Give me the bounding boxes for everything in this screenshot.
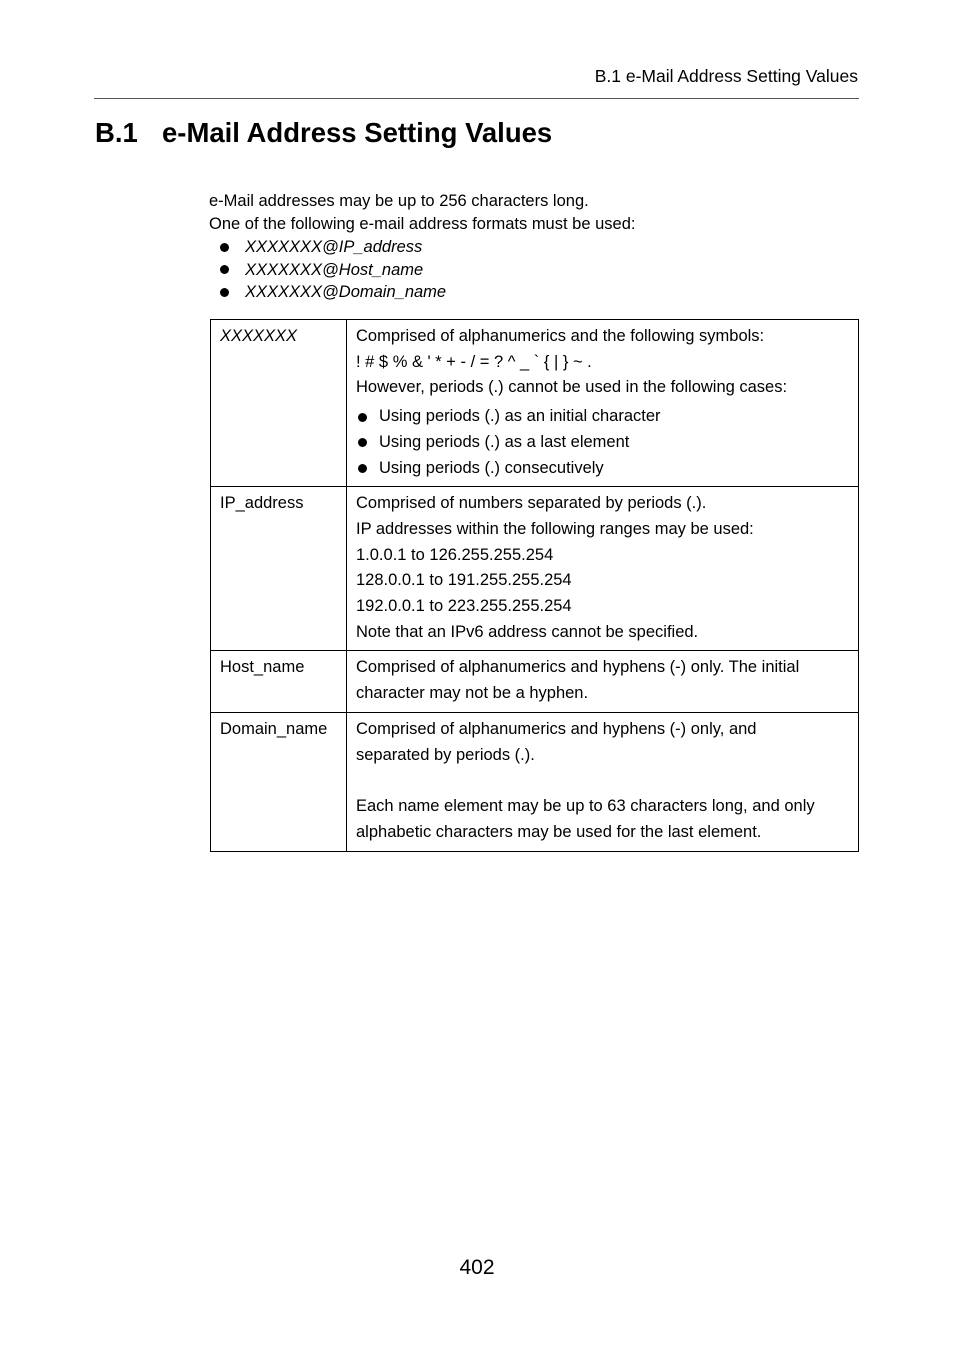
ip-range-line: 192.0.0.1 to 223.255.255.254 bbox=[356, 597, 572, 616]
ip-range-line: 1.0.0.1 to 126.255.255.254 bbox=[356, 545, 554, 564]
running-header: B.1 e-Mail Address Setting Values bbox=[594, 66, 858, 86]
paragraph-gap bbox=[356, 768, 849, 794]
format-item-text: XXXXXXX@Domain_name bbox=[245, 283, 447, 301]
format-item-text: XXXXXXX@Host_name bbox=[245, 260, 424, 279]
list-item bbox=[356, 404, 849, 430]
bullet-icon bbox=[358, 464, 367, 473]
section-title-text: e-Mail Address Setting Values bbox=[162, 117, 553, 148]
address-definitions-table bbox=[210, 319, 859, 852]
description-cell bbox=[347, 320, 859, 487]
format-item bbox=[209, 259, 635, 282]
bullet-icon bbox=[220, 288, 229, 297]
table-row bbox=[211, 320, 859, 487]
format-item bbox=[209, 281, 635, 304]
format-item-text: XXXXXXX@IP_address bbox=[245, 238, 423, 256]
list-item-text: Using periods (.) consecutively bbox=[379, 458, 604, 477]
term-cell: XXXXXXX bbox=[211, 320, 347, 487]
description-line: alphabetic characters may be used for the last element. bbox=[356, 822, 762, 841]
page-number: 402 bbox=[459, 1256, 495, 1279]
description-line: Comprised of alphanumerics and hyphens (-) only. The initial bbox=[356, 658, 800, 677]
format-item bbox=[209, 236, 635, 259]
list-item bbox=[356, 456, 849, 482]
description-line: character may not be a hyphen. bbox=[356, 684, 589, 703]
format-list bbox=[209, 236, 635, 304]
intro-line-formats: One of the following e-mail address formats must be used: bbox=[209, 215, 636, 233]
header-rule bbox=[94, 98, 859, 99]
section-title bbox=[95, 117, 552, 149]
bullet-icon bbox=[220, 243, 229, 252]
section-number: B.1 bbox=[95, 117, 138, 148]
intro-line-length: e-Mail addresses may be up to 256 characters long. bbox=[209, 192, 589, 210]
period-restrictions-list bbox=[356, 404, 849, 481]
bullet-icon bbox=[220, 265, 229, 274]
description-line: Comprised of numbers separated by periods (.). bbox=[356, 494, 707, 513]
symbols-line: ! # $ % & ' * + - / = ? ^ _ ` { | } ~ . bbox=[356, 352, 592, 371]
table-row bbox=[211, 487, 859, 651]
description-cell bbox=[347, 487, 859, 651]
description-line: IP addresses within the following ranges may be used: bbox=[356, 519, 754, 538]
description-line: separated by periods (.). bbox=[356, 745, 535, 764]
term-cell: Domain_name bbox=[211, 712, 347, 851]
table-row bbox=[211, 712, 859, 851]
description-line: Comprised of alphanumerics and hyphens (-) only, and bbox=[356, 719, 757, 738]
intro bbox=[209, 190, 635, 304]
term-cell: IP_address bbox=[211, 487, 347, 651]
list-item bbox=[356, 430, 849, 456]
description-cell bbox=[347, 712, 859, 851]
description-cell bbox=[347, 651, 859, 712]
list-item-text: Using periods (.) as an initial character bbox=[379, 407, 661, 426]
description-line: Comprised of alphanumerics and the following symbols: bbox=[356, 327, 765, 345]
description-line: Each name element may be up to 63 characters long, and only bbox=[356, 797, 815, 816]
term-cell: Host_name bbox=[211, 651, 347, 712]
list-item-text: Using periods (.) as a last element bbox=[379, 432, 630, 451]
description-line: Note that an IPv6 address cannot be specified. bbox=[356, 622, 699, 641]
description-line: However, periods (.) cannot be used in the following cases: bbox=[356, 378, 788, 397]
bullet-icon bbox=[358, 413, 367, 422]
bullet-icon bbox=[358, 438, 367, 447]
ip-range-line: 128.0.0.1 to 191.255.255.254 bbox=[356, 571, 572, 590]
table-row bbox=[211, 651, 859, 712]
